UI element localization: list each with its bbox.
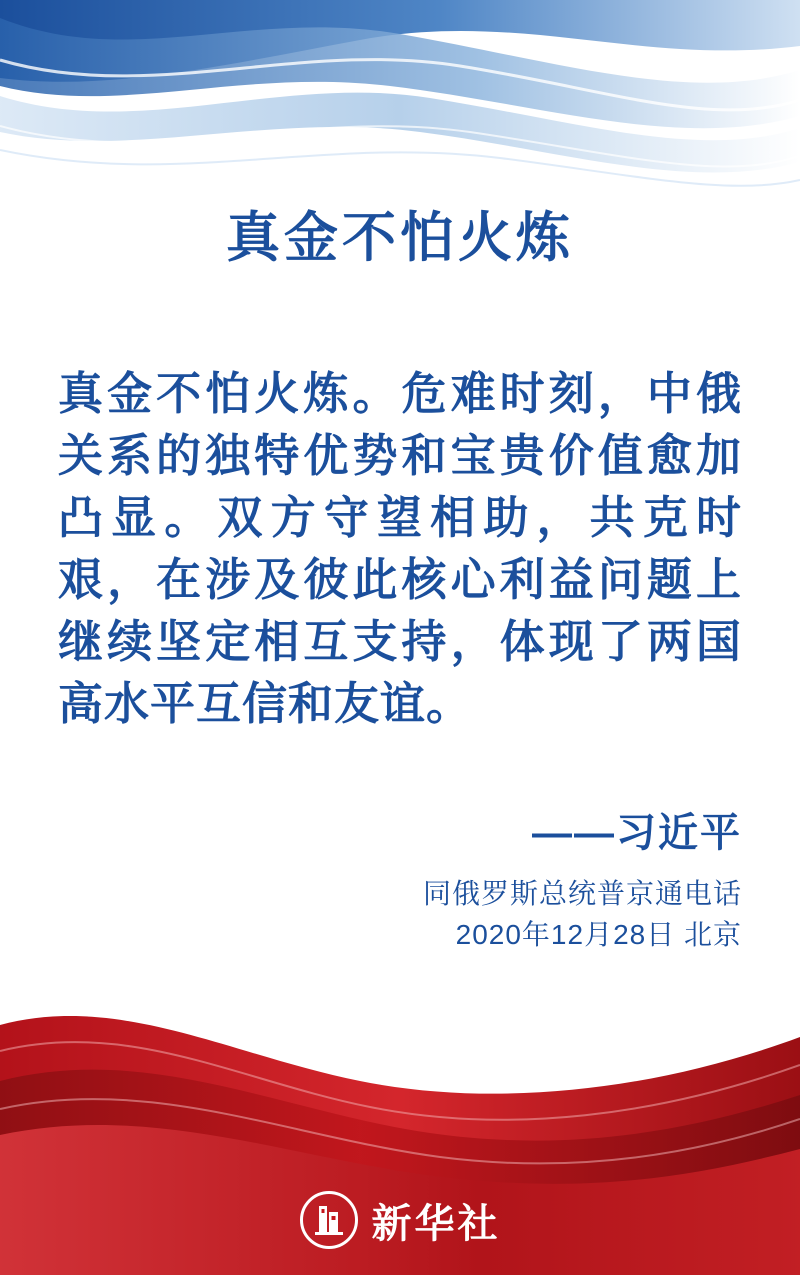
quote-attribution: ——习近平 — [532, 811, 742, 856]
quote-occasion: 同俄罗斯总统普京通电话 — [422, 878, 742, 910]
xinhua-logo — [0, 1191, 800, 1249]
xinhua-emblem-icon — [300, 1191, 358, 1249]
page-title: 真金不怕火炼 — [226, 208, 574, 268]
poster-content — [0, 196, 800, 956]
top-ribbon-decoration — [0, 0, 800, 210]
quote-datetime: 2020年12月28日 北京 — [455, 918, 742, 950]
quote-meta — [58, 874, 742, 955]
quote-body: 真金不怕火炼。危难时刻，中俄关系的独特优势和宝贵价值愈加凸显。双方守望相助，共克时艰，在涉及彼此核心利益问题上继续坚定相互支持，体现了两国高水平互信和友谊。 — [58, 367, 742, 730]
xinhua-logo-text: 新华社 — [371, 1200, 501, 1247]
